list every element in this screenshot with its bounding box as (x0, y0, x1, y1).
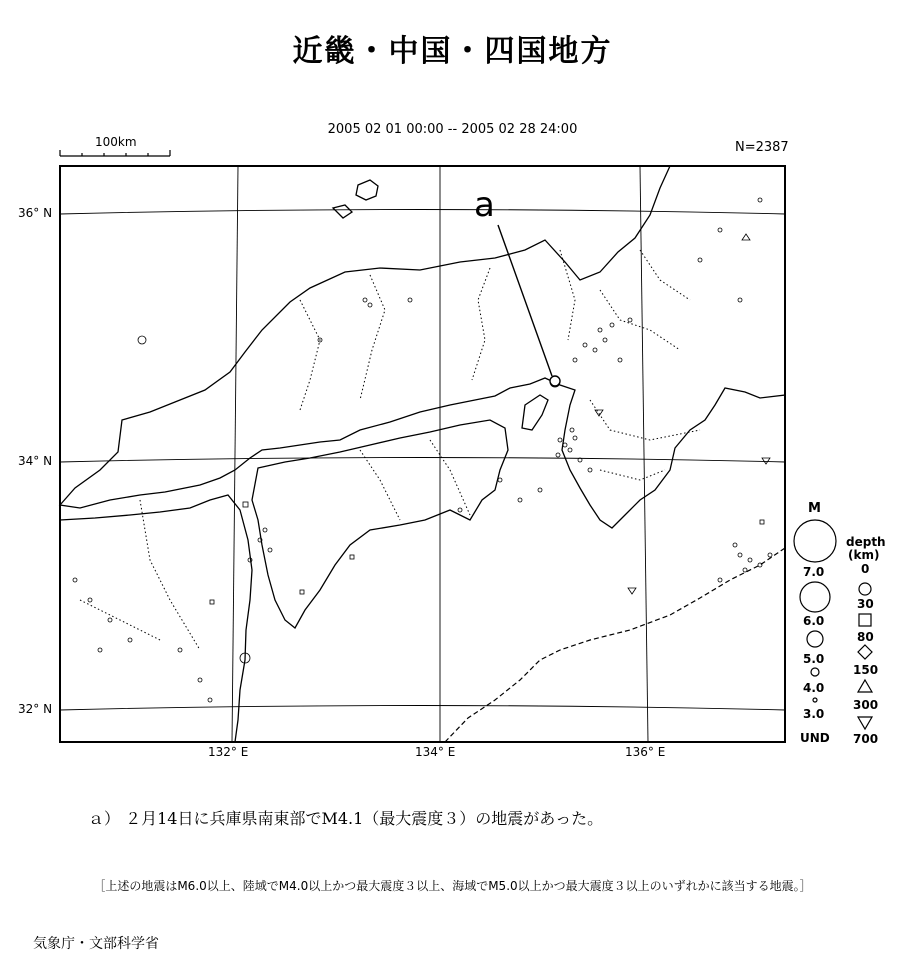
marker-a-epicenter (550, 376, 560, 386)
depth-legend-unit: (km) (848, 548, 880, 562)
depth-150-label: 150 (853, 663, 879, 677)
mag-7-label: 7.0 (803, 565, 825, 579)
depth-0-label: 0 (861, 562, 870, 576)
plate-boundary (445, 548, 785, 742)
criteria-note: ［上述の地震はM6.0以上、陸域でM4.0以上かつ最大震度３以上、海域でM5.0以上かつ最大震度３以上のいずれかに該当する地震。］ (93, 879, 812, 893)
small-island (333, 205, 352, 218)
mag-3-symbol (813, 698, 817, 702)
magnitude-legend-shapes (794, 520, 836, 702)
awaji-island (522, 395, 548, 430)
magnitude-legend-title: M (808, 501, 821, 516)
kyushu-landmass (60, 495, 252, 742)
event-note: ａ） ２月14日に兵庫県南東部でM4.1（最大震度３）の地震があった。 (88, 809, 604, 828)
mag-5-symbol (807, 631, 823, 647)
scale-bar (60, 150, 170, 156)
depth-150-symbol (858, 645, 872, 659)
mag-5-label: 5.0 (803, 652, 825, 666)
depth-300-symbol (858, 680, 872, 692)
depth-300-label: 300 (853, 698, 879, 712)
lon-label-132: 132° E (208, 745, 249, 759)
page-title: 近畿・中国・四国地方 (292, 34, 613, 69)
event-count: N=2387 (735, 140, 789, 155)
mag-6-symbol (800, 582, 830, 612)
depth-30-symbol (859, 583, 871, 595)
coastline (60, 166, 785, 742)
lat-label-36: 36° N (18, 206, 53, 220)
scale-bar-label: 100km (95, 135, 137, 149)
oki-island (356, 180, 378, 200)
lat-label-32: 32° N (18, 702, 53, 716)
lon-label-136: 136° E (625, 745, 666, 759)
depth-legend-title: depth (846, 535, 886, 549)
depth-80-symbol (859, 614, 871, 626)
lon-label-134: 134° E (415, 745, 456, 759)
depth-80-label: 80 (857, 630, 874, 644)
time-period: 2005 02 01 00:00 -- 2005 02 28 24:00 (327, 122, 578, 137)
lat-label-34: 34° N (18, 454, 53, 468)
depth-700-symbol (858, 717, 872, 729)
mag-4-label: 4.0 (803, 681, 825, 695)
shikoku-landmass (252, 420, 508, 628)
depth-700-label: 700 (853, 732, 879, 746)
und-label: UND (800, 731, 830, 745)
mag-3-label: 3.0 (803, 707, 825, 721)
agency-credit: 気象庁・文部科学省 (33, 936, 159, 952)
mag-6-label: 6.0 (803, 614, 825, 628)
mag-7-symbol (794, 520, 836, 562)
depth-30-label: 30 (857, 597, 874, 611)
mag-4-symbol (811, 668, 819, 676)
marker-a-label: a (474, 185, 495, 225)
